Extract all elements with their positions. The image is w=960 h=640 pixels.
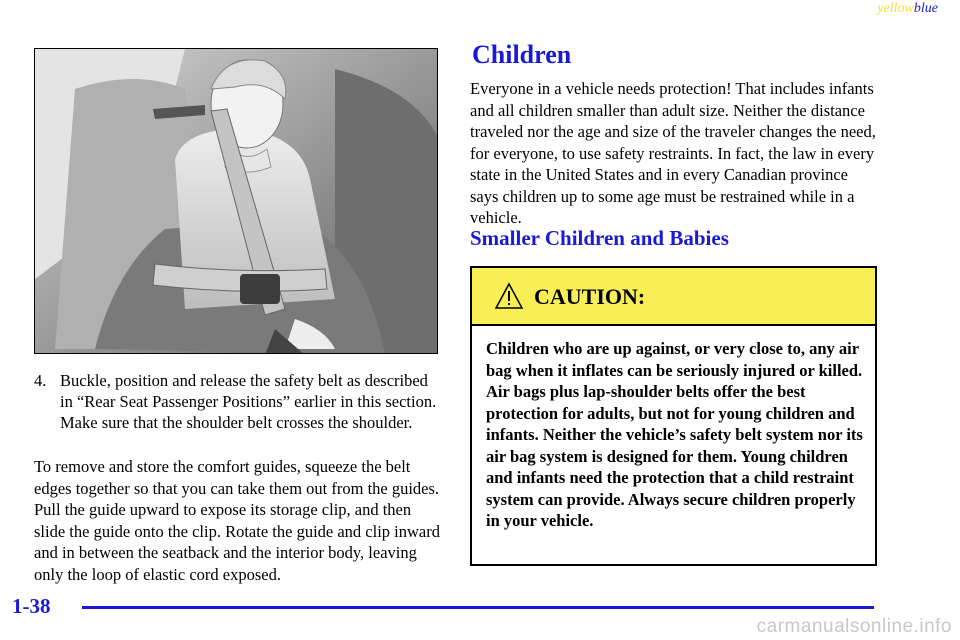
child-seatbelt-illustration	[34, 48, 438, 354]
step-text: Buckle, position and release the safety belt as described in “Rear Seat Passenger Positions” earlier in this section. Make sure that the shoulder belt crosses the shoulder.	[60, 371, 437, 432]
section-subtitle: Smaller Children and Babies	[470, 226, 729, 250]
warning-triangle-icon	[494, 282, 524, 310]
step-number: 4.	[34, 371, 47, 390]
header-word-yellow: yellow	[877, 1, 914, 16]
caution-label: CAUTION:	[534, 284, 646, 309]
header-word-blue: blue	[913, 1, 938, 16]
footer-rule	[82, 606, 874, 609]
comfort-guide-paragraph: To remove and store the comfort guides, squeeze the belt edges together so that you can take them out from the guides. Pull the guide upward to expose its storage clip, and then slide the guide onto the clip. Rotate the guide and clip inward and in between the seatback and the interior body, leaving only the loop of elastic cord exposed.	[34, 457, 440, 584]
caution-text: Children who are up against, or very close to, any air bag when it inflates can be seriously injured or killed. Air bags plus lap-shoulder belts offer the best protection for adults, but not for young children and infants. Neither the vehicle’s safety belt system nor its air bag system is designed for them. Young children and infants need the protection that a child restraint system can provide. Always secure children properly in your vehicle.	[486, 339, 863, 530]
page-header	[877, 1, 938, 17]
illustration-graphic	[35, 49, 438, 354]
caution-box	[470, 266, 877, 566]
page-number: 1-38	[12, 594, 51, 618]
section-intro: Everyone in a vehicle needs protection! That includes infants and all children smaller than adult size. Neither the distance traveled nor the age and size of the traveler changes the need, for everyone, to use safety restraints. In fact, the law in every state in the United States and in every Canadian province says children up to some age must be restrained while in a vehicle.	[470, 79, 876, 227]
watermark: carmanualsonline.info	[756, 616, 952, 637]
section-title: Children	[472, 40, 572, 69]
caution-header	[472, 268, 875, 326]
instruction-step	[34, 370, 444, 433]
